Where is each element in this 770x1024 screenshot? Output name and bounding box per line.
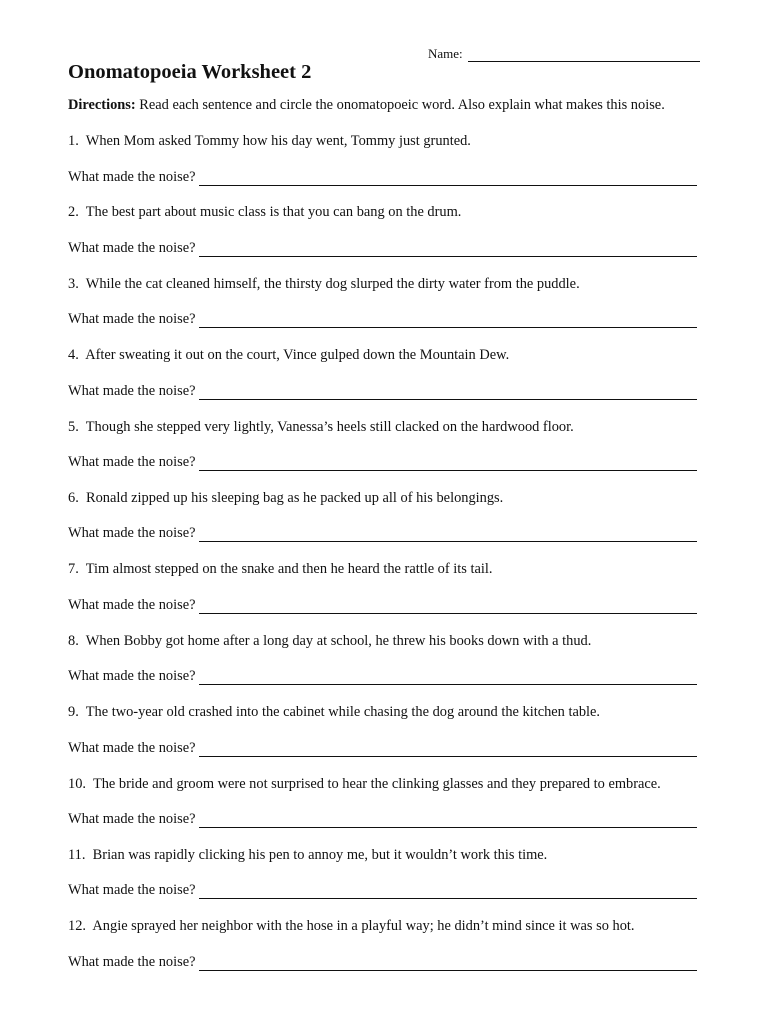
question-sentence[interactable]: When Bobby got home after a long day at school, he threw his books down with a thud. <box>85 632 592 649</box>
answer-prompt: What made the noise? <box>68 168 196 185</box>
question-number: 6. <box>68 489 79 506</box>
answer-row[interactable] <box>68 454 697 471</box>
question-sentence[interactable]: Angie sprayed her neighbor with the hose in a playful way; he didn’t mind since it was so hot. <box>92 918 635 935</box>
question-item <box>68 490 698 561</box>
answer-blank-line[interactable] <box>199 883 697 899</box>
question-sentence[interactable]: Ronald zipped up his sleeping bag as he packed up all of his belongings. <box>86 489 504 506</box>
question-number: 2. <box>68 204 79 221</box>
answer-prompt: What made the noise? <box>68 382 196 399</box>
question-number: 3. <box>68 275 79 292</box>
question-item <box>68 847 698 918</box>
directions-label: Directions: <box>68 97 136 113</box>
question-text <box>68 204 461 221</box>
answer-blank-line[interactable] <box>199 741 697 757</box>
worksheet-title: Onomatopoeia Worksheet 2 <box>68 61 312 83</box>
question-number: 8. <box>68 632 79 649</box>
name-label: Name: <box>428 46 463 61</box>
question-sentence[interactable]: Tim almost stepped on the snake and then he heard the rattle of its tail. <box>85 561 493 578</box>
question-text <box>68 633 591 650</box>
answer-row[interactable] <box>68 811 697 828</box>
answer-prompt: What made the noise? <box>68 739 196 756</box>
answer-blank-line[interactable] <box>199 598 697 614</box>
question-list <box>68 133 698 990</box>
question-sentence[interactable]: Though she stepped very lightly, Vanessa’s heels still clacked on the hardwood floor. <box>85 418 574 435</box>
answer-blank-line[interactable] <box>199 312 697 328</box>
answer-prompt: What made the noise? <box>68 454 196 471</box>
answer-prompt: What made the noise? <box>68 239 196 256</box>
name-blank-line[interactable] <box>468 47 700 62</box>
question-text <box>68 133 471 150</box>
question-number: 10. <box>68 775 86 792</box>
question-number: 7. <box>68 561 79 578</box>
answer-row[interactable] <box>68 240 697 257</box>
answer-row[interactable] <box>68 882 697 899</box>
question-item <box>68 133 698 204</box>
answer-prompt: What made the noise? <box>68 953 196 970</box>
answer-prompt: What made the noise? <box>68 596 196 613</box>
answer-row[interactable] <box>68 954 697 971</box>
answer-prompt: What made the noise? <box>68 525 196 542</box>
answer-blank-line[interactable] <box>199 955 697 971</box>
question-number: 1. <box>68 133 79 149</box>
question-item <box>68 776 698 847</box>
question-sentence[interactable]: When Mom asked Tommy how his day went, Tommy just grunted. <box>85 133 471 149</box>
question-text <box>68 918 634 935</box>
question-number: 12. <box>68 918 86 935</box>
directions-text: Read each sentence and circle the onomatopoeic word. Also explain what makes this noise. <box>139 97 665 113</box>
answer-row[interactable] <box>68 311 697 328</box>
question-number: 5. <box>68 418 79 435</box>
question-text <box>68 419 574 436</box>
question-item <box>68 633 698 704</box>
question-text <box>68 776 661 793</box>
directions <box>68 97 708 114</box>
answer-blank-line[interactable] <box>199 526 697 542</box>
answer-row[interactable] <box>68 169 697 186</box>
question-text <box>68 561 492 578</box>
answer-row[interactable] <box>68 740 697 757</box>
question-item <box>68 918 698 989</box>
answer-blank-line[interactable] <box>199 812 697 828</box>
question-text <box>68 704 600 721</box>
answer-blank-line[interactable] <box>199 170 697 186</box>
answer-prompt: What made the noise? <box>68 811 196 828</box>
question-number: 4. <box>68 347 79 364</box>
question-item <box>68 561 698 632</box>
question-sentence[interactable]: The two-year old crashed into the cabinet while chasing the dog around the kitchen table. <box>85 704 601 721</box>
answer-row[interactable] <box>68 597 697 614</box>
answer-prompt: What made the noise? <box>68 311 196 328</box>
name-field[interactable] <box>428 46 700 62</box>
answer-row[interactable] <box>68 525 697 542</box>
question-sentence[interactable]: The best part about music class is that you can bang on the drum. <box>85 204 462 221</box>
question-number: 11. <box>68 846 86 863</box>
answer-blank-line[interactable] <box>199 384 697 400</box>
answer-row[interactable] <box>68 668 697 685</box>
answer-row[interactable] <box>68 383 697 400</box>
question-item <box>68 347 698 418</box>
answer-blank-line[interactable] <box>199 669 697 685</box>
question-item <box>68 704 698 775</box>
question-sentence[interactable]: After sweating it out on the court, Vince gulped down the Mountain Dew. <box>85 347 510 364</box>
question-sentence[interactable]: Brian was rapidly clicking his pen to annoy me, but it wouldn’t work this time. <box>92 846 548 863</box>
question-text <box>68 847 547 864</box>
question-text <box>68 490 503 507</box>
answer-blank-line[interactable] <box>199 241 697 257</box>
answer-blank-line[interactable] <box>199 455 697 471</box>
question-item <box>68 204 698 275</box>
question-item <box>68 419 698 490</box>
question-text <box>68 276 580 293</box>
question-text <box>68 347 509 364</box>
question-item <box>68 276 698 347</box>
answer-prompt: What made the noise? <box>68 882 196 899</box>
question-sentence[interactable]: While the cat cleaned himself, the thirsty dog slurped the dirty water from the puddle. <box>85 275 580 292</box>
answer-prompt: What made the noise? <box>68 668 196 685</box>
question-number: 9. <box>68 704 79 721</box>
question-sentence[interactable]: The bride and groom were not surprised to hear the clinking glasses and they prepared to embrace. <box>92 775 661 792</box>
